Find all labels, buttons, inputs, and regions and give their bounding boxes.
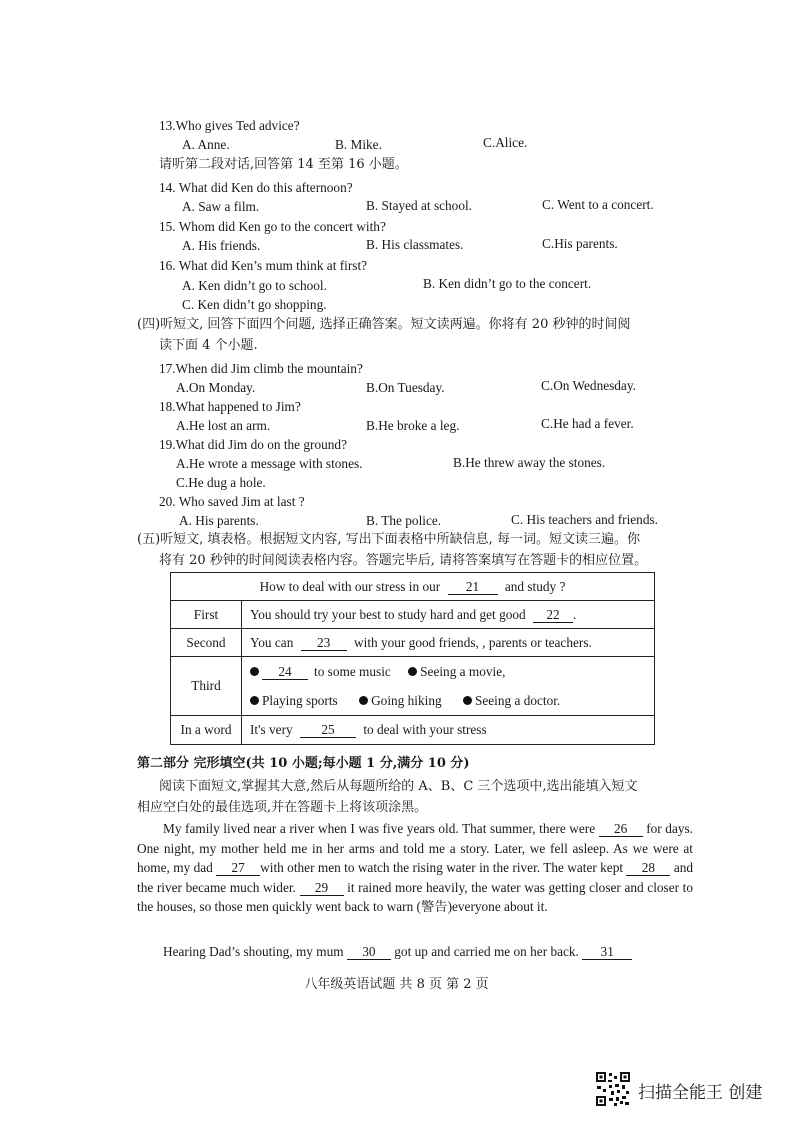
qr-code-icon	[595, 1071, 631, 1107]
q19-option-a: A.He wrote a message with stones.	[176, 456, 363, 471]
table-label-third: Third	[171, 657, 242, 716]
q20-option-a: A. His parents.	[179, 513, 259, 528]
page-footer: 八年级英语试题 共 8 页 第 2 页	[304, 977, 489, 992]
bullet-icon	[463, 696, 472, 705]
stress-table	[170, 572, 655, 745]
q18-option-c: C.He had a fever.	[541, 416, 634, 431]
q15-option-c: C.His parents.	[542, 236, 618, 251]
dialog2-instruction: 请听第二段对话,回答第 14 至第 16 小题。	[159, 157, 408, 172]
bullet-icon	[250, 667, 259, 676]
blank-24: 24	[262, 665, 308, 680]
bullet-icon	[250, 696, 259, 705]
q17-option-a: A.On Monday.	[176, 380, 256, 395]
third-line-2: Playing sports Going hiking Seeing a doctor.	[250, 686, 646, 715]
q15-stem: 15. Whom did Ken go to the concert with?	[159, 219, 386, 234]
blank-21: 21	[448, 580, 498, 595]
table-cell-second: You can 23 with your good friends, , parents or teachers.	[242, 629, 655, 657]
table-row-third	[171, 657, 655, 716]
section4-instruction-line2: 读下面 4 个小题.	[159, 338, 258, 353]
table-title: How to deal with our stress in our 21 and study ?	[171, 573, 655, 601]
q14-option-b: B. Stayed at school.	[366, 198, 472, 213]
table-row-second	[171, 629, 655, 657]
table-label-in-a-word: In a word	[171, 716, 242, 745]
third-line-1: 24 to some music Seeing a movie,	[250, 657, 646, 686]
q19-stem: 19.What did Jim do on the ground?	[159, 437, 347, 452]
table-row-first	[171, 601, 655, 629]
q13-option-c: C.Alice.	[483, 135, 528, 150]
blank-30: 30	[347, 945, 391, 960]
table-cell-in-a-word: It's very 25 to deal with your stress	[242, 716, 655, 745]
blank-29: 29	[300, 881, 344, 896]
q16-option-c: C. Ken didn’t go shopping.	[182, 297, 327, 312]
q18-stem: 18.What happened to Jim?	[159, 399, 301, 414]
q15-option-a: A. His friends.	[182, 238, 261, 253]
part2-instruction-line1: 阅读下面短文,掌握其大意,然后从每题所给的 A、B、C 三个选项中,选出能填入短文	[159, 779, 638, 794]
section4-instruction-line1: (四)听短文, 回答下面四个问题, 选择正确答案。短文读两遍。你将有 20 秒钟的时间阅	[137, 317, 631, 332]
table-title-row	[171, 573, 655, 601]
blank-31: 31	[582, 945, 632, 960]
q19-option-b: B.He threw away the stones.	[453, 455, 606, 470]
q16-option-b: B. Ken didn’t go to the concert.	[423, 276, 592, 291]
blank-26: 26	[599, 822, 643, 837]
part2-heading: 第二部分 完形填空(共 10 小题;每小题 1 分,满分 10 分)	[137, 756, 470, 771]
q13-stem: 13.Who gives Ted advice?	[159, 118, 300, 133]
blank-27: 27	[216, 861, 260, 876]
q20-stem: 20. Who saved Jim at last ?	[159, 494, 305, 509]
section5-instruction-line1: (五)听短文, 填表格。根据短文内容, 写出下面表格中所缺信息, 每一词。短文读三遍。你	[137, 532, 640, 547]
q17-option-b: B.On Tuesday.	[366, 380, 445, 395]
q17-option-c: C.On Wednesday.	[541, 378, 636, 393]
scanner-watermark: 扫描全能王 创建	[638, 1083, 763, 1103]
q13-option-a: A. Anne.	[182, 137, 230, 152]
cloze-passage-paragraph-2: Hearing Dad’s shouting, my mum 30 got up and carried me on her back. 31	[137, 942, 693, 962]
table-label-first: First	[171, 601, 242, 629]
q16-option-a: A. Ken didn’t go to school.	[182, 278, 327, 293]
cloze-passage-paragraph-1: My family lived near a river when I was five years old. That summer, there were 26 for days. One night, my mother held me in her arms and told me a story. Later, we fell asleep. As we were at home, my dad 27 with other men to watch the rising water in the river. The water kept 28 and the river became much wider. 29 it rained more heavily, the water was getting closer and closer to the houses, so those men quickly went back to warn (警告)everyone about it.	[137, 821, 694, 915]
part2-instruction-line2: 相应空白处的最佳选项,并在答题卡上将该项涂黑。	[137, 800, 428, 815]
q14-option-a: A. Saw a film.	[182, 199, 260, 214]
blank-22: 22	[533, 608, 573, 623]
blank-28: 28	[626, 861, 670, 876]
q14-stem: 14. What did Ken do this afternoon?	[159, 180, 353, 195]
bullet-icon	[359, 696, 368, 705]
table-label-second: Second	[171, 629, 242, 657]
q16-stem: 16. What did Ken’s mum think at first?	[159, 258, 368, 273]
blank-25: 25	[300, 723, 356, 738]
q18-option-b: B.He broke a leg.	[366, 418, 460, 433]
blank-23: 23	[301, 636, 347, 651]
bullet-icon	[408, 667, 417, 676]
section5-instruction-line2: 将有 20 秒钟的时间阅读表格内容。答题完毕后, 请将答案填写在答题卡的相应位置。	[159, 553, 648, 568]
q14-option-c: C. Went to a concert.	[542, 197, 654, 212]
q18-option-a: A.He lost an arm.	[176, 418, 271, 433]
q19-option-c: C.He dug a hole.	[176, 475, 266, 490]
table-cell-first: You should try your best to study hard and get good 22 .	[242, 601, 655, 629]
q20-option-c: C. His teachers and friends.	[511, 512, 658, 527]
q17-stem: 17.When did Jim climb the mountain?	[159, 361, 363, 376]
q13-option-b: B. Mike.	[335, 137, 382, 152]
table-row-in-a-word	[171, 716, 655, 745]
q20-option-b: B. The police.	[366, 513, 442, 528]
q15-option-b: B. His classmates.	[366, 237, 464, 252]
table-cell-third	[242, 657, 655, 716]
